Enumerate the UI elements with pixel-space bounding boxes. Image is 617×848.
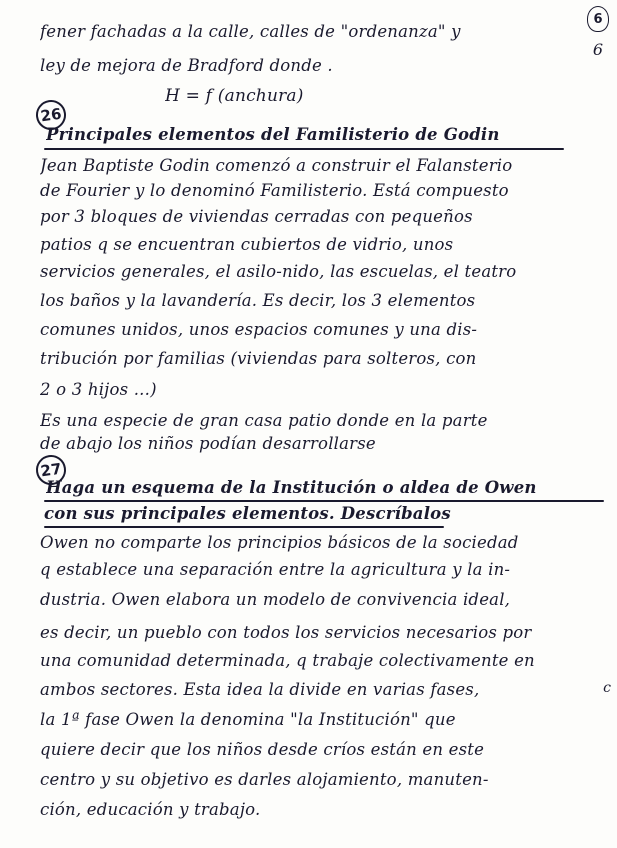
question-number-27: 27 bbox=[34, 453, 68, 487]
text-line: quiere decir que los niños desde críos están en este bbox=[40, 740, 485, 759]
question-number-26: 26 bbox=[34, 98, 68, 132]
text-line: 2 o 3 hijos ...) bbox=[40, 380, 157, 399]
text-line: fener fachadas a la calle, calles de "ordenanza" y bbox=[40, 22, 461, 41]
text-line: centro y su objetivo es darles alojamiento, manuten- bbox=[40, 770, 489, 789]
edge-mark: c bbox=[603, 680, 611, 696]
page-number-mark-lower: 6 bbox=[592, 40, 603, 59]
text-line: Es una especie de gran casa patio donde en la parte bbox=[40, 411, 488, 430]
text-line: patios q se encuentran cubiertos de vidrio, unos bbox=[40, 235, 454, 254]
heading-underline bbox=[44, 500, 604, 502]
text-line: Jean Baptiste Godin comenzó a construir el Falansterio bbox=[40, 156, 513, 175]
text-line: comunes unidos, unos espacios comunes y una dis- bbox=[40, 320, 478, 339]
text-line: de Fourier y lo denominó Familisterio. Está compuesto bbox=[40, 181, 509, 200]
heading-underline bbox=[44, 526, 444, 528]
text-line: por 3 bloques de viviendas cerradas con pequeños bbox=[40, 207, 473, 226]
page-number-mark: 6 bbox=[587, 6, 609, 32]
section-26-heading: Principales elementos del Familisterio de Godin bbox=[46, 125, 500, 144]
section-27-heading-cont: con sus principales elementos. Descríbalos bbox=[44, 504, 451, 523]
formula-line: H = f (anchura) bbox=[165, 86, 304, 106]
heading-underline bbox=[44, 148, 564, 150]
text-line: dustria. Owen elabora un modelo de convivencia ideal, bbox=[40, 590, 511, 609]
text-line: la 1ª fase Owen la denomina "la Institución" que bbox=[40, 710, 456, 729]
text-line: de abajo los niños podían desarrollarse bbox=[40, 434, 376, 453]
text-line: ción, educación y trabajo. bbox=[40, 800, 261, 819]
section-27-heading: Haga un esquema de la Institución o aldea de Owen bbox=[46, 478, 537, 497]
text-line: servicios generales, el asilo-nido, las escuelas, el teatro bbox=[40, 262, 517, 281]
text-line: es decir, un pueblo con todos los servicios necesarios por bbox=[40, 623, 532, 642]
text-line: una comunidad determinada, q trabaje colectivamente en bbox=[40, 651, 535, 670]
text-line: los baños y la lavandería. Es decir, los 3 elementos bbox=[40, 291, 476, 310]
text-line: ley de mejora de Bradford donde . bbox=[40, 56, 333, 75]
text-line: Owen no comparte los principios básicos de la sociedad bbox=[40, 533, 519, 552]
text-line: ambos sectores. Esta idea la divide en varias fases, bbox=[40, 680, 480, 699]
text-line: q establece una separación entre la agricultura y la in- bbox=[40, 560, 511, 579]
text-line: tribución por familias (viviendas para solteros, con bbox=[40, 349, 477, 368]
